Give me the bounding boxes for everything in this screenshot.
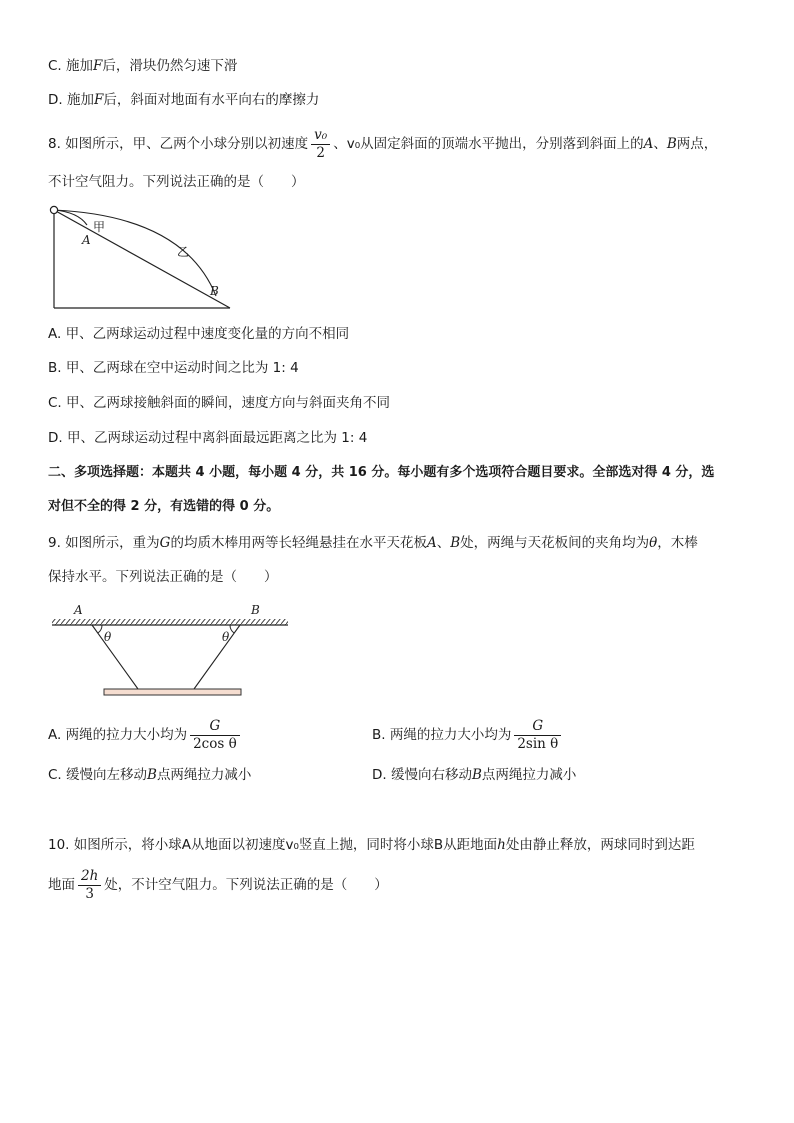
label-a-point: A (82, 233, 91, 247)
q7-option-d-pre: D. 施加 (48, 92, 94, 108)
ceiling-hatching (52, 619, 288, 625)
label-b-point: B (210, 284, 219, 298)
q9-option-a-den: 2cos θ (193, 735, 237, 752)
q8-option-d-text: D. 甲、乙两球运动过程中离斜面最远距离之比为 1: 4 (48, 430, 368, 446)
q9-option-c-pre: C. 缓慢向左移动 (48, 767, 148, 783)
q9-option-c-var: B (147, 767, 157, 783)
q9-stem-line2-text: 保持水平。下列说法正确的是（ ） (48, 569, 278, 585)
q8-var-b: B (666, 136, 677, 152)
label-b-ceiling: B (251, 603, 260, 617)
q9-option-d-var: B (471, 767, 482, 783)
q8-fraction-num: v₀ (311, 127, 330, 145)
label-a-ceiling: A (74, 603, 83, 617)
q7-option-d (48, 90, 319, 110)
q8-option-c (48, 393, 390, 413)
q9-sep: 、 (436, 535, 451, 551)
incline-slope (54, 210, 230, 308)
q8-sep: 、 (653, 136, 667, 152)
rope-right (194, 625, 240, 689)
q10-fraction-num: 2h (78, 868, 101, 886)
q9-option-b (372, 714, 564, 756)
q8-incline-figure (44, 200, 240, 314)
section2-heading-line1 (48, 463, 714, 483)
q9-var-theta: θ (649, 535, 658, 551)
q9-option-a-num: G (190, 718, 240, 736)
q9-stem-mid2: 处，两绳与天花板间的夹角均为 (460, 535, 650, 551)
rope-left (92, 625, 138, 689)
q8-stem-post: 两点， (676, 136, 718, 152)
q9-option-b-num: G (514, 718, 561, 736)
q9-stem-pre: 9. 如图所示，重为 (48, 535, 160, 551)
label-yi: 乙 (177, 245, 190, 259)
q9-option-b-text: B. 两绳的拉力大小均为 (372, 727, 512, 743)
q8-option-d (48, 428, 367, 448)
q7-option-c-post: 后，滑块仍然匀速下滑 (102, 58, 238, 74)
q9-option-a (48, 714, 243, 756)
q10-var-h: h (497, 837, 506, 853)
q8-stem-line2 (48, 172, 305, 192)
q8-option-a (48, 324, 349, 344)
q7-option-c (48, 56, 237, 76)
q8-option-b-text: B. 甲、乙两球在空中运动时间之比为 1: 4 (48, 360, 299, 376)
q7-option-c-pre: C. 施加 (48, 58, 94, 74)
q9-option-b-den: 2sin θ (517, 735, 559, 752)
q9-option-c (48, 765, 251, 785)
q9-option-d (372, 765, 576, 785)
q9-stem-mid: 的均质木棒用两等长轻绳悬挂在水平天花板 (170, 535, 427, 551)
q10-fraction-den: 3 (85, 885, 94, 902)
q7-option-d-var: F (93, 92, 104, 108)
q8-stem-mid: 、v₀从固定斜面的顶端水平抛出，分别落到斜面上的 (333, 136, 644, 152)
q8-option-b (48, 358, 299, 378)
angle-arc-left (98, 625, 102, 633)
q9-var-b: B (450, 535, 461, 551)
q9-stem-line1 (48, 533, 698, 553)
section2-heading-line2-text: 对但不全的得 2 分，有选错的得 0 分。 (48, 499, 280, 514)
section2-heading-line2 (48, 497, 279, 517)
q9-option-a-fraction (190, 718, 240, 753)
q9-option-d-post: 点两绳拉力减小 (481, 767, 577, 783)
label-jia: 甲 (93, 220, 106, 234)
q7-option-d-post: 后，斜面对地面有水平向右的摩擦力 (103, 92, 320, 108)
ball-icon (50, 206, 57, 213)
q8-option-a-text: A. 甲、乙两球运动过程中速度变化量的方向不相同 (48, 326, 350, 342)
q10-stem-line2 (48, 864, 388, 906)
q9-option-d-pre: D. 缓慢向右移动 (372, 767, 472, 783)
q8-var-a: A (643, 136, 654, 152)
angle-arc-right (230, 625, 234, 633)
label-theta-right: θ (222, 630, 230, 644)
q8-stem-pre: 8. 如图所示，甲、乙两个小球分别以初速度 (48, 136, 309, 152)
q9-var-a: A (426, 535, 437, 551)
q8-fraction (311, 127, 330, 162)
section2-heading-line1-text: 二、多项选择题：本题共 4 小题，每小题 4 分，共 16 分。每小题有多个选项符合题目要求。全部选对得 4 分，选 (48, 465, 715, 480)
q8-option-c-text: C. 甲、乙两球接触斜面的瞬间，速度方向与斜面夹角不同 (48, 395, 391, 411)
q10-stem-line2-pre: 地面 (48, 877, 75, 893)
q8-stem-line2-text: 不计空气阻力。下列说法正确的是（ ） (48, 174, 305, 190)
q10-stem-post: 处由静止释放，两球同时到达距 (505, 837, 695, 853)
q10-stem-line2-post: 处，不计空气阻力。下列说法正确的是（ ） (104, 877, 388, 893)
q10-stem-line1 (48, 835, 695, 855)
q9-option-c-post: 点两绳拉力减小 (156, 767, 252, 783)
q10-fraction (78, 868, 101, 903)
q9-option-b-fraction (514, 718, 561, 753)
q9-ceiling-figure (46, 600, 292, 700)
q9-stem-line2 (48, 567, 278, 587)
label-theta-left: θ (104, 630, 112, 644)
q9-var-g: G (159, 535, 171, 551)
q8-stem-line1 (48, 124, 717, 164)
q10-stem-pre: 10. 如图所示，将小球A从地面以初速度v₀竖直上抛，同时将小球B从距地面 (48, 837, 498, 853)
wooden-rod (104, 689, 241, 695)
q7-option-c-var: F (93, 58, 103, 74)
q9-stem-post: ，木棒 (657, 535, 698, 551)
q9-option-a-text: A. 两绳的拉力大小均为 (48, 727, 188, 743)
q8-fraction-den: 2 (316, 144, 325, 161)
